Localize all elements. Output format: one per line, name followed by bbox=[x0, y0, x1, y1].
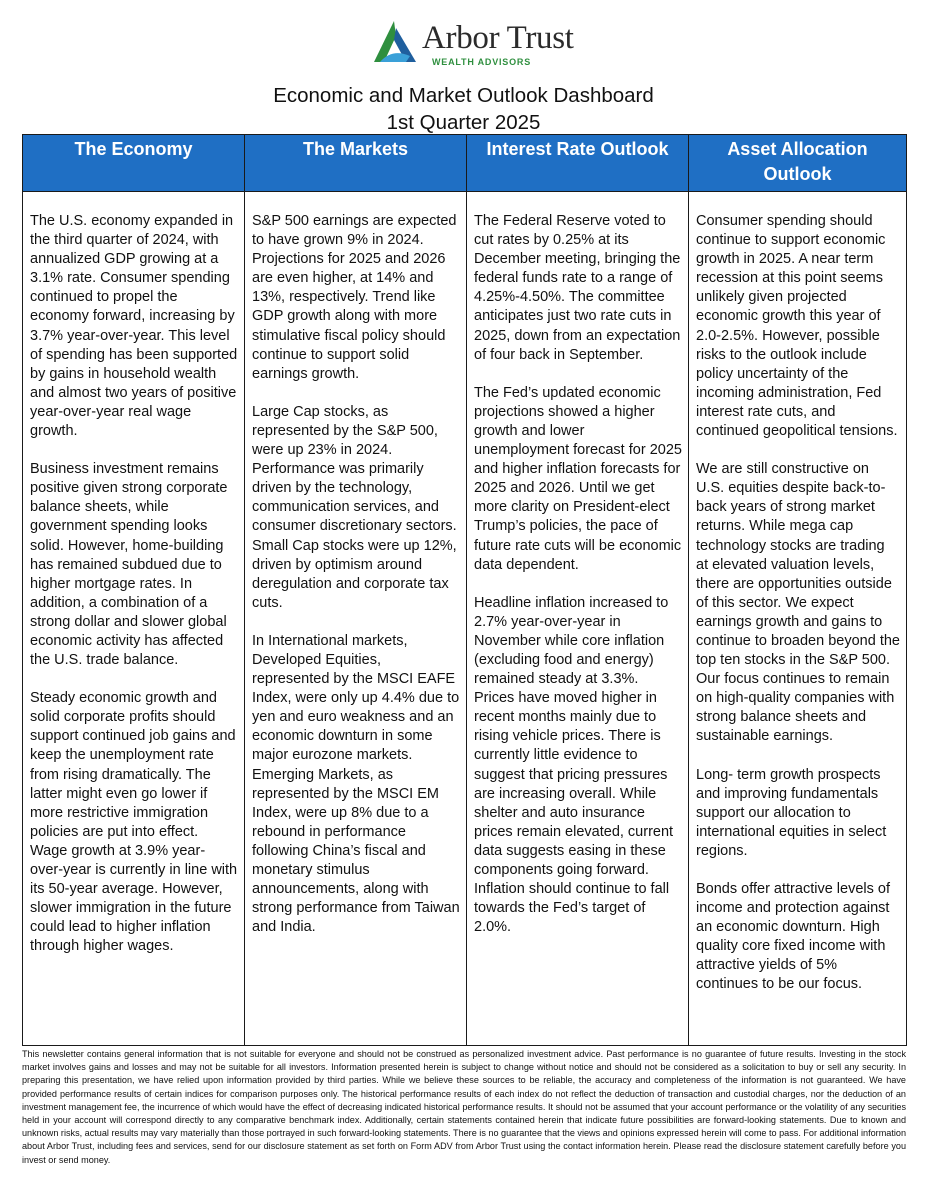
outlook-table bbox=[22, 134, 907, 1046]
economy-column bbox=[23, 192, 245, 1046]
interest-rate-paragraph: The Federal Reserve voted to cut rates by 0.25% at its December meeting, bringing the federal funds rate to a range of 4.25%-4.50%. The committee anticipates just two rate cuts in 2025, down from an expectation of four back in September. bbox=[474, 213, 681, 363]
economy-paragraph: Business investment remains positive given strong corporate balance sheets, while government spending looks solid. However, home-building has remained subdued due to higher mortgage rates. In addition, a combination of a strong dollar and slower global economic activity has affected the U.S. trade balance. bbox=[30, 461, 228, 669]
economy-paragraph: Steady economic growth and solid corporate profits should support continued job gains and keep the unemployment rate from rising dramatically. The latter might even go lower if more restrictive immigration policies are put into effect. Wage growth at 3.9% year-over-year is currently in line with its 50-year average. However, slower immigration in the future could lead to higher inflation through higher wages. bbox=[30, 690, 238, 955]
asset-allocation-paragraph: We are still constructive on U.S. equities despite back-to-back years of strong market returns. While mega cap technology stocks are trading at elevated valuation levels, there are opportunities outside of this sector. We expect earnings growth and gains to continue to broaden beyond the top ten stocks in the S&P 500. Our focus continues to remain on high-quality companies with strong balance sheets and sustainable earnings. bbox=[696, 461, 900, 745]
header-interest-rate-outlook: Interest Rate Outlook bbox=[467, 135, 689, 192]
table-header-row bbox=[23, 135, 907, 192]
asset-allocation-paragraph: Bonds offer attractive levels of income and protection against an economic downturn. High quality core fixed income with attractive yields of 5% continues to be our focus. bbox=[696, 881, 890, 993]
markets-column bbox=[245, 192, 467, 1046]
company-logo bbox=[370, 18, 580, 68]
asset-allocation-paragraph: Consumer spending should continue to support economic growth in 2025. A near term recession at this point seems unlikely given projected economic growth this year of 2.0-2.5%. However, possible risks to the outlook include policy uncertainty of the incoming administration, Fed interest rate cuts, and continued geopolitical tensions. bbox=[696, 213, 898, 440]
dashboard-subtitle: 1st Quarter 2025 bbox=[386, 111, 541, 134]
asset-allocation-column bbox=[689, 192, 907, 1046]
markets-paragraph: In International markets, Developed Equities, represented by the MSCI EAFE Index, were only up 4.4% due to yen and euro weakness and an economic downturn in some major eurozone markets. Emerging Markets, as represented by the MSCI EM Index, were up 8% due to a rebound in performance following China’s fiscal and monetary stimulus announcements, along with strong performance from Taiwan and India. bbox=[252, 632, 460, 936]
interest-rate-paragraph: Headline inflation increased to 2.7% year-over-year in November while core inflation (excluding food and energy) remained steady at 3.3%. Prices have moved higher in recent months mainly due to rising vehicle prices. There is currently little evidence to suggest that pricing pressures are increasing overall. While shelter and auto insurance prices remain elevated, current data suggests easing in these components going forward. Inflation should continue to fall towards the Fed’s target of 2.0%. bbox=[474, 594, 674, 936]
brand-tagline: WEALTH ADVISORS bbox=[432, 57, 531, 67]
disclaimer-text: This newsletter contains general information that is not suitable for everyone and should not be construed as personalized investment advice. Past performance is no guarantee of future results. Investing in the stock market involves gains and losses and may not be suitable for all investors. Information presented herein is subject to change without notice and should not be considered as a solicitation to buy or sell any security. In preparing this presentation, we have relied upon information provided by third parties. While we believe these sources to be reliable, the accuracy and completeness of the information is not guaranteed. We have provided performance results of certain indices for comparison purposes only. The historical performance results of each index do not reflect the deduction of transaction and custodial charges, nor the deduction of an investment management fee, the incurrence of which would have the effect of decreasing indicated historical performance results. It should not be assumed that your account performance or the volatility of any securities held in your account will correspond directly to any comparative benchmark index. Additionally, certain statements contained herein that indicate future possibilities are forward-looking statements. Due to known and unknown risks, actual results may vary materially than those portrayed in such forward-looking statements. There is no guarantee that the views and opinions expressed herein will come to pass. For additional information about Arbor Trust, including fees and services, send for our disclosure statement as set forth on Form ADV from Arbor Trust using the contact information herein. Please read the disclosure statement carefully before you invest or send money. bbox=[22, 1049, 906, 1165]
markets-paragraph: S&P 500 earnings are expected to have grown 9% in 2024. Projections for 2025 and 2026 are even higher, at 14% and 13%, respectively. Trend like GDP growth along with more stimulative fiscal policy should continue to support solid earnings growth. bbox=[252, 213, 457, 382]
interest-rate-paragraph: The Fed’s updated economic projections showed a higher growth and lower unemployment forecast for 2025 and higher inflation forecasts for 2025 and 2026. Until we get more clarity on President-elect Trump’s policies, the pace of future rate cuts will be economic data dependent. bbox=[474, 384, 682, 573]
asset-allocation-paragraph: Long- term growth prospects and improving fundamentals support our allocation to international equities in select regions. bbox=[696, 766, 887, 859]
brand-name: Arbor Trust bbox=[422, 20, 574, 56]
header-economy: The Economy bbox=[23, 135, 245, 192]
markets-paragraph: Large Cap stocks, as represented by the S&P 500, were up 23% in 2024. Performance was primarily driven by the technology, communication services, and consumer discretionary sectors. Small Cap stocks were up 12%, driven by optimism around deregulation and corporate tax cuts. bbox=[252, 403, 457, 611]
table-body-row bbox=[23, 192, 907, 1046]
arbor-trust-logo-icon bbox=[370, 18, 420, 66]
interest-rate-column bbox=[467, 192, 689, 1046]
header-asset-allocation-outlook: Asset Allocation Outlook bbox=[689, 135, 907, 192]
header-markets: The Markets bbox=[245, 135, 467, 192]
dashboard-title: Economic and Market Outlook Dashboard bbox=[273, 84, 654, 107]
economy-paragraph: The U.S. economy expanded in the third quarter of 2024, with annualized GDP growing at a 3.1% rate. Consumer spending continued to propel the economy forward, increasing by 3.7% year-over-year. This level of spending has been supported by gains in household wealth and almost two years of positive year-over-year real wage growth. bbox=[30, 213, 238, 440]
